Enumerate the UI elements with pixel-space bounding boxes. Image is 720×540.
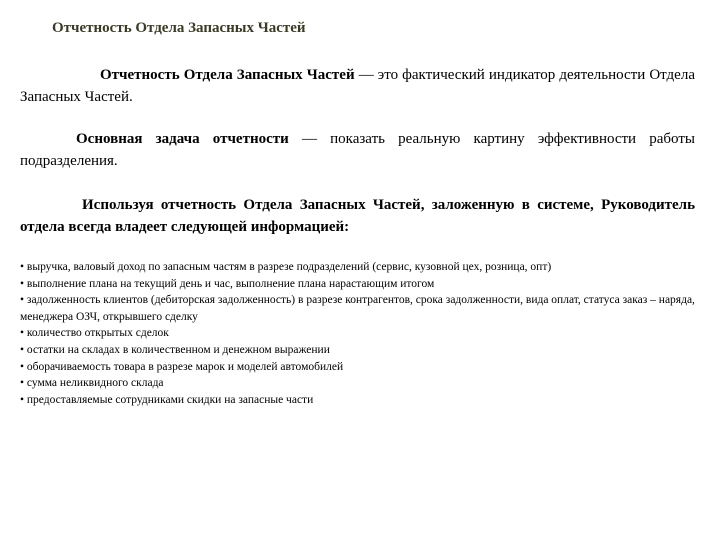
info-paragraph: Используя отчетность Отдела Запасных Частей, заложенную в системе, Руководитель отдела всегда владеет следующей информацией: bbox=[20, 197, 695, 235]
list-item: • остатки на складах в количественном и денежном выражении bbox=[20, 342, 700, 359]
intro-bold: Отчетность Отдела Запасных Частей bbox=[100, 67, 355, 83]
intro-rest: — это фактический индикатор деятельности Отдела Запасных Частей. bbox=[20, 67, 695, 105]
task-bold: Основная задача отчетности bbox=[76, 131, 289, 147]
task-paragraph bbox=[20, 128, 695, 172]
list-item: • количество открытых сделок bbox=[20, 325, 700, 342]
list-item: • оборачиваемость товара в разрезе марок и моделей автомобилей bbox=[20, 359, 700, 376]
info-list bbox=[20, 259, 700, 408]
list-item: • задолженность клиентов (дебиторская задолженность) в разрезе контрагентов, срока задолженности, вида оплат, статуса заказ – наряда, менеджера ОЗЧ, открывшего сделку bbox=[20, 292, 700, 325]
list-item: • сумма неликвидного склада bbox=[20, 375, 700, 392]
list-item: • предоставляемые сотрудниками скидки на запасные части bbox=[20, 392, 700, 409]
list-item: • выполнение плана на текущий день и час, выполнение плана нарастающим итогом bbox=[20, 276, 700, 293]
page-title: Отчетность Отдела Запасных Частей bbox=[52, 20, 306, 36]
intro-paragraph bbox=[20, 64, 695, 108]
task-rest: — показать реальную картину эффективности работы подразделения. bbox=[20, 131, 695, 169]
list-item: • выручка, валовый доход по запасным частям в разрезе подразделений (сервис, кузовной цех, розница, опт) bbox=[20, 259, 700, 276]
